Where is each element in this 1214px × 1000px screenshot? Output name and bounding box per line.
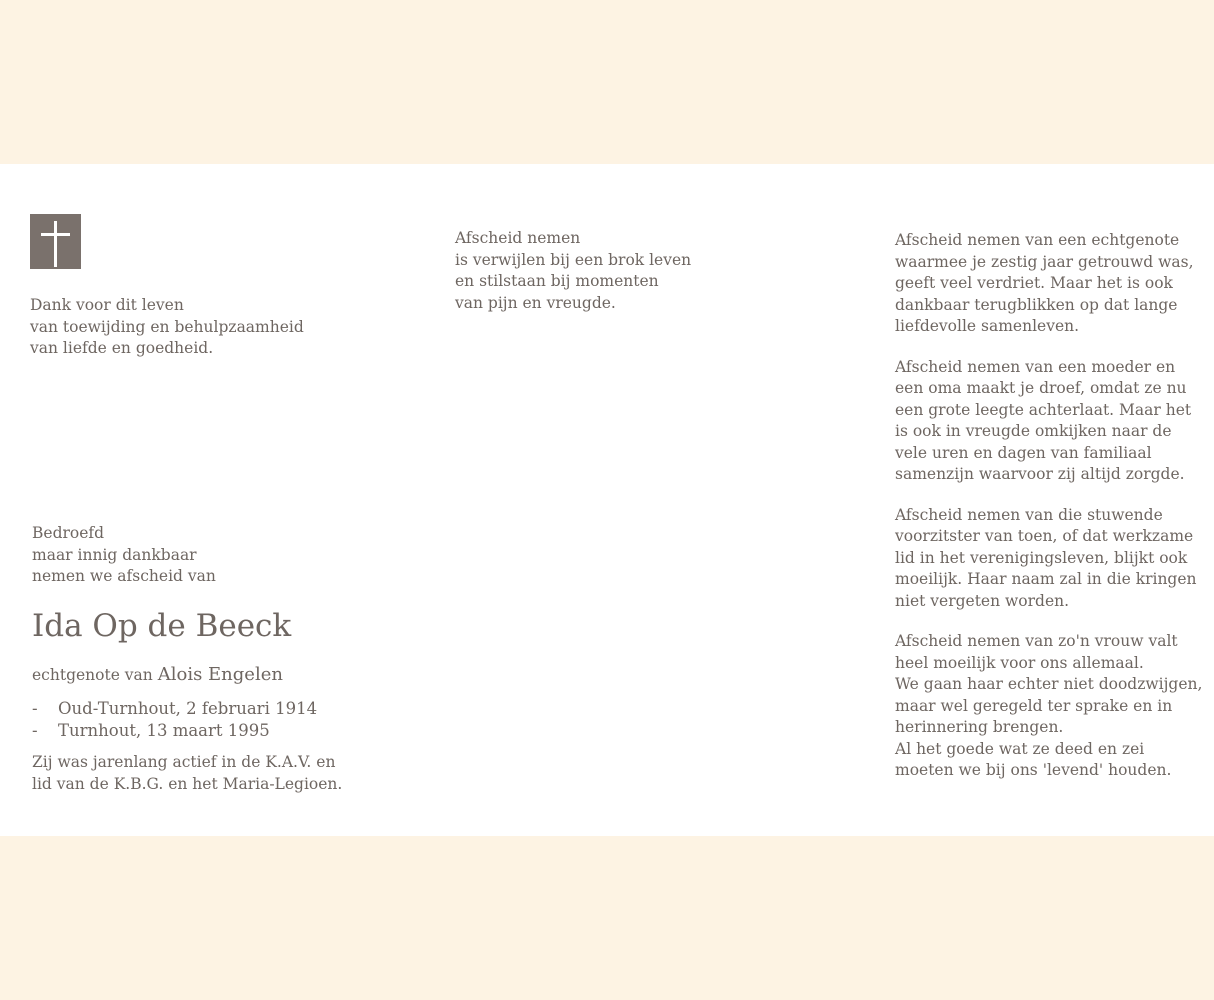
paragraph-line: We gaan haar echter niet doodzwijgen, [895, 675, 1203, 693]
membership-line: lid van de K.B.G. en het Maria-Legioen. [32, 774, 343, 793]
paragraph-line: Afscheid nemen van een moeder en [895, 357, 1176, 376]
verse-line: van toewijding en behulpzaamheid [30, 317, 304, 336]
paragraph-line: herinnering brengen. [895, 718, 1064, 736]
birth-date: Oud-Turnhout, 2 februari 1914 [58, 699, 318, 718]
paragraph-woman [895, 631, 1202, 782]
paragraph-line: niet vergeten worden. [895, 591, 1070, 610]
paragraph-line: is ook in vreugde omkijken naar de [895, 422, 1172, 440]
paragraph-line: samenzijn waarvoor zij altijd zorgde. [895, 465, 1185, 483]
life-dates [32, 698, 317, 741]
verse-line: is verwijlen bij een brok leven [455, 250, 692, 269]
dash: - [32, 699, 38, 718]
gratitude-verse [30, 295, 304, 360]
paragraph-line: heel moeilijk voor ons allemaal. [895, 653, 1144, 672]
spouse-line [32, 664, 283, 686]
paragraph-line: Afscheid nemen van een echtgenote [895, 231, 1180, 249]
dash: - [32, 720, 38, 740]
membership-text [32, 752, 342, 795]
paragraph-line: dankbaar terugblikken op dat lange [895, 295, 1178, 314]
spouse-name: Alois Engelen [157, 664, 283, 685]
spouse-prefix: echtgenote van [32, 666, 153, 684]
memorial-card [0, 164, 1214, 836]
farewell-verse [455, 228, 691, 314]
paragraph-line: geeft veel verdriet. Maar het is ook [895, 274, 1173, 292]
verse-line: van pijn en vreugde. [455, 293, 616, 312]
paragraph-line: moeten we bij ons 'levend' houden. [895, 761, 1172, 779]
intro-line: nemen we afscheid van [32, 567, 216, 585]
death-date-row [32, 720, 317, 742]
verse-line: van liefde en goedheid. [30, 339, 214, 357]
death-date: Turnhout, 13 maart 1995 [58, 720, 270, 740]
paragraph-line: voorzitster van toen, of dat werkzame [895, 527, 1194, 545]
paragraph-line: een oma maakt je droef, omdat ze nu [895, 379, 1187, 397]
paragraph-chairwoman [895, 505, 1202, 613]
farewell-paragraphs [895, 230, 1202, 801]
paragraph-line: Afscheid nemen van die stuwende [895, 505, 1163, 524]
verse-line: Dank voor dit leven [30, 296, 184, 314]
intro-line: maar innig dankbaar [32, 545, 197, 564]
announcement-intro [32, 523, 216, 588]
paragraph-line: liefdevolle samenleven. [895, 317, 1080, 335]
membership-line: Zij was jarenlang actief in de K.A.V. en [32, 753, 336, 771]
birth-date-row [32, 698, 317, 720]
cross-icon [30, 214, 81, 269]
paragraph-spouse [895, 230, 1202, 338]
verse-line: Afscheid nemen [455, 229, 581, 247]
paragraph-line: waarmee je zestig jaar getrouwd was, [895, 252, 1194, 271]
paragraph-mother [895, 357, 1202, 486]
verse-line: en stilstaan bij momenten [455, 272, 659, 290]
paragraph-line: Afscheid nemen van zo'n vrouw valt [895, 632, 1178, 650]
deceased-name: Ida Op de Beeck [32, 608, 292, 644]
paragraph-line: moeilijk. Haar naam zal in die kringen [895, 570, 1197, 588]
paragraph-line: vele uren en dagen van familiaal [895, 443, 1152, 462]
intro-line: Bedroefd [32, 524, 105, 542]
paragraph-line: een grote leegte achterlaat. Maar het [895, 400, 1192, 419]
paragraph-line: maar wel geregeld ter sprake en in [895, 696, 1173, 715]
paragraph-line: Al het goede wat ze deed en zei [895, 739, 1145, 758]
paragraph-line: lid in het verenigingsleven, blijkt ook [895, 548, 1188, 567]
